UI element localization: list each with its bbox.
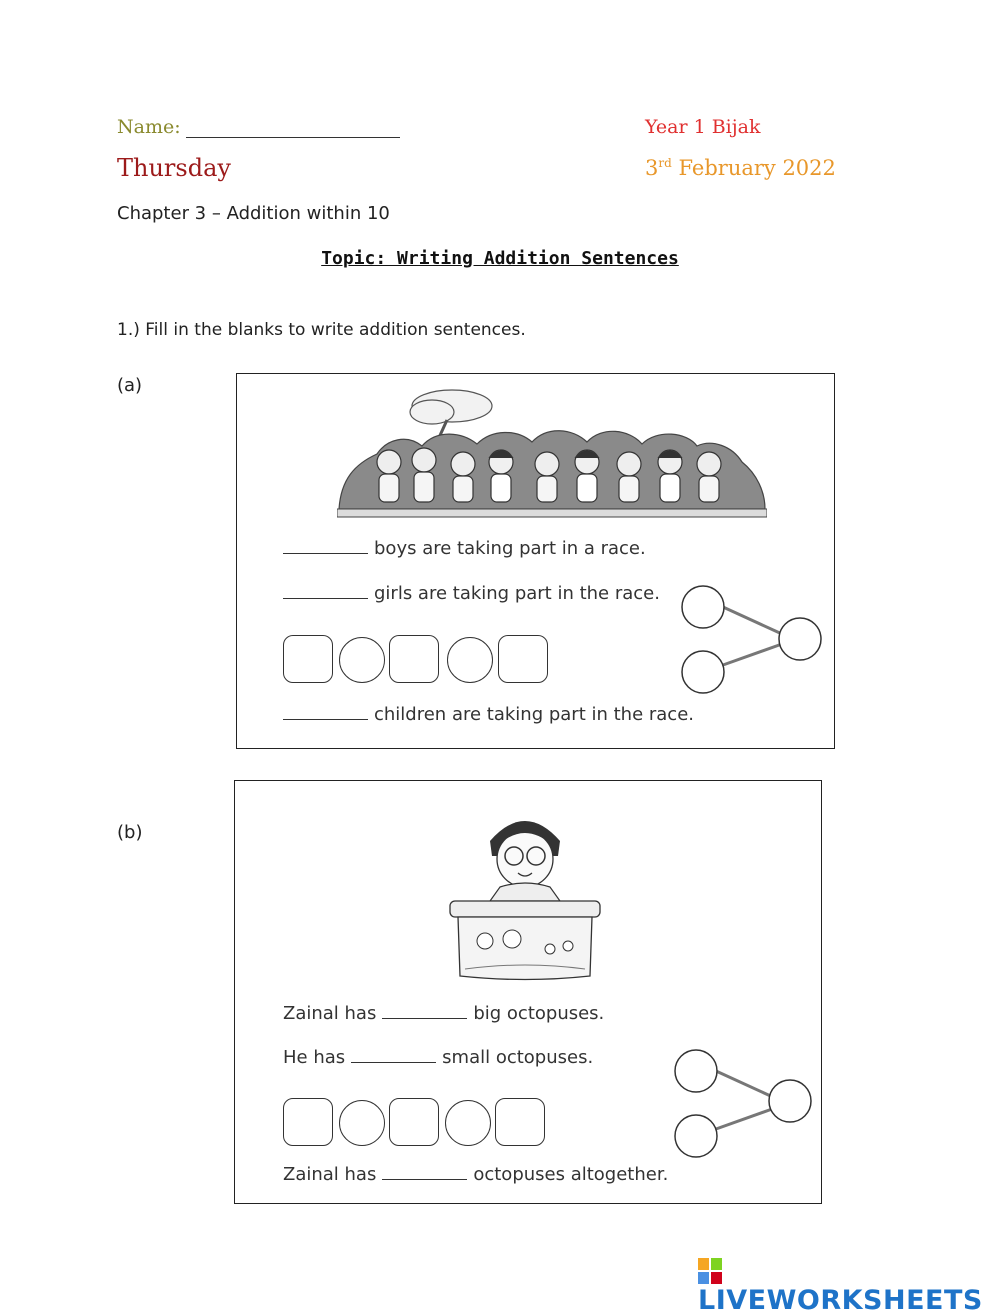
date-rest: February 2022 <box>678 156 836 180</box>
part-b-label: (b) <box>117 822 143 843</box>
class-label: Year 1 Bijak <box>645 116 761 138</box>
part-a-line1-text: boys are taking part in a race. <box>374 538 646 559</box>
part-b-sentence-3 <box>283 1164 668 1185</box>
part-b-sentence-1 <box>283 1003 604 1024</box>
equation-operator-b1[interactable] <box>339 1100 385 1146</box>
topic-title: Topic: Writing Addition Sentences <box>321 248 679 269</box>
part-a-line3-text: children are taking part in the race. <box>374 704 694 725</box>
brand-text: LIVEWORKSHEETS <box>698 1285 983 1316</box>
instruction: 1.) Fill in the blanks to write addition sentences. <box>117 320 526 340</box>
blank-total-octopuses[interactable] <box>382 1179 467 1180</box>
part-a-line2-text: girls are taking part in the race. <box>374 583 660 604</box>
equation-box-3[interactable] <box>498 635 548 683</box>
part-a-sentence-3 <box>283 704 694 725</box>
date-suffix: rd <box>658 156 672 170</box>
name-label: Name: <box>117 116 181 138</box>
date-day: 3 <box>645 156 659 180</box>
name-input-line[interactable] <box>186 137 400 138</box>
children-race-illustration <box>337 384 767 519</box>
number-bond <box>677 579 827 699</box>
equation-operator-1[interactable] <box>339 637 385 683</box>
number-bond-b <box>670 1043 820 1163</box>
blank-boys[interactable] <box>283 553 368 554</box>
blank-children[interactable] <box>283 719 368 720</box>
part-b-line3-pre: Zainal has <box>283 1164 377 1185</box>
equation-operator-2[interactable] <box>447 637 493 683</box>
part-b-box <box>234 780 822 1204</box>
equation-operator-b2[interactable] <box>445 1100 491 1146</box>
part-b-line3-post: octopuses altogether. <box>473 1164 669 1185</box>
blank-big-octopuses[interactable] <box>382 1018 467 1019</box>
part-a-label: (a) <box>117 375 143 396</box>
chapter-title: Chapter 3 – Addition within 10 <box>117 203 390 224</box>
date-label <box>645 156 836 180</box>
equation-box-b1[interactable] <box>283 1098 333 1146</box>
part-b-line1-pre: Zainal has <box>283 1003 377 1024</box>
liveworksheets-logo <box>698 1254 1000 1316</box>
part-a-sentence-2 <box>283 583 660 604</box>
blank-girls[interactable] <box>283 598 368 599</box>
boy-aquarium-illustration <box>440 801 610 981</box>
part-a-box <box>236 373 835 749</box>
equation-box-b2[interactable] <box>389 1098 439 1146</box>
day-label: Thursday <box>117 154 231 182</box>
part-b-line2-post: small octopuses. <box>442 1047 594 1068</box>
equation-box-b3[interactable] <box>495 1098 545 1146</box>
part-b-line1-post: big octopuses. <box>473 1003 605 1024</box>
blank-small-octopuses[interactable] <box>351 1062 436 1063</box>
equation-box-2[interactable] <box>389 635 439 683</box>
liveworksheets-icon <box>698 1258 722 1284</box>
equation-box-1[interactable] <box>283 635 333 683</box>
part-a-sentence-1 <box>283 538 646 559</box>
part-b-sentence-2 <box>283 1047 593 1068</box>
part-b-line2-pre: He has <box>283 1047 346 1068</box>
